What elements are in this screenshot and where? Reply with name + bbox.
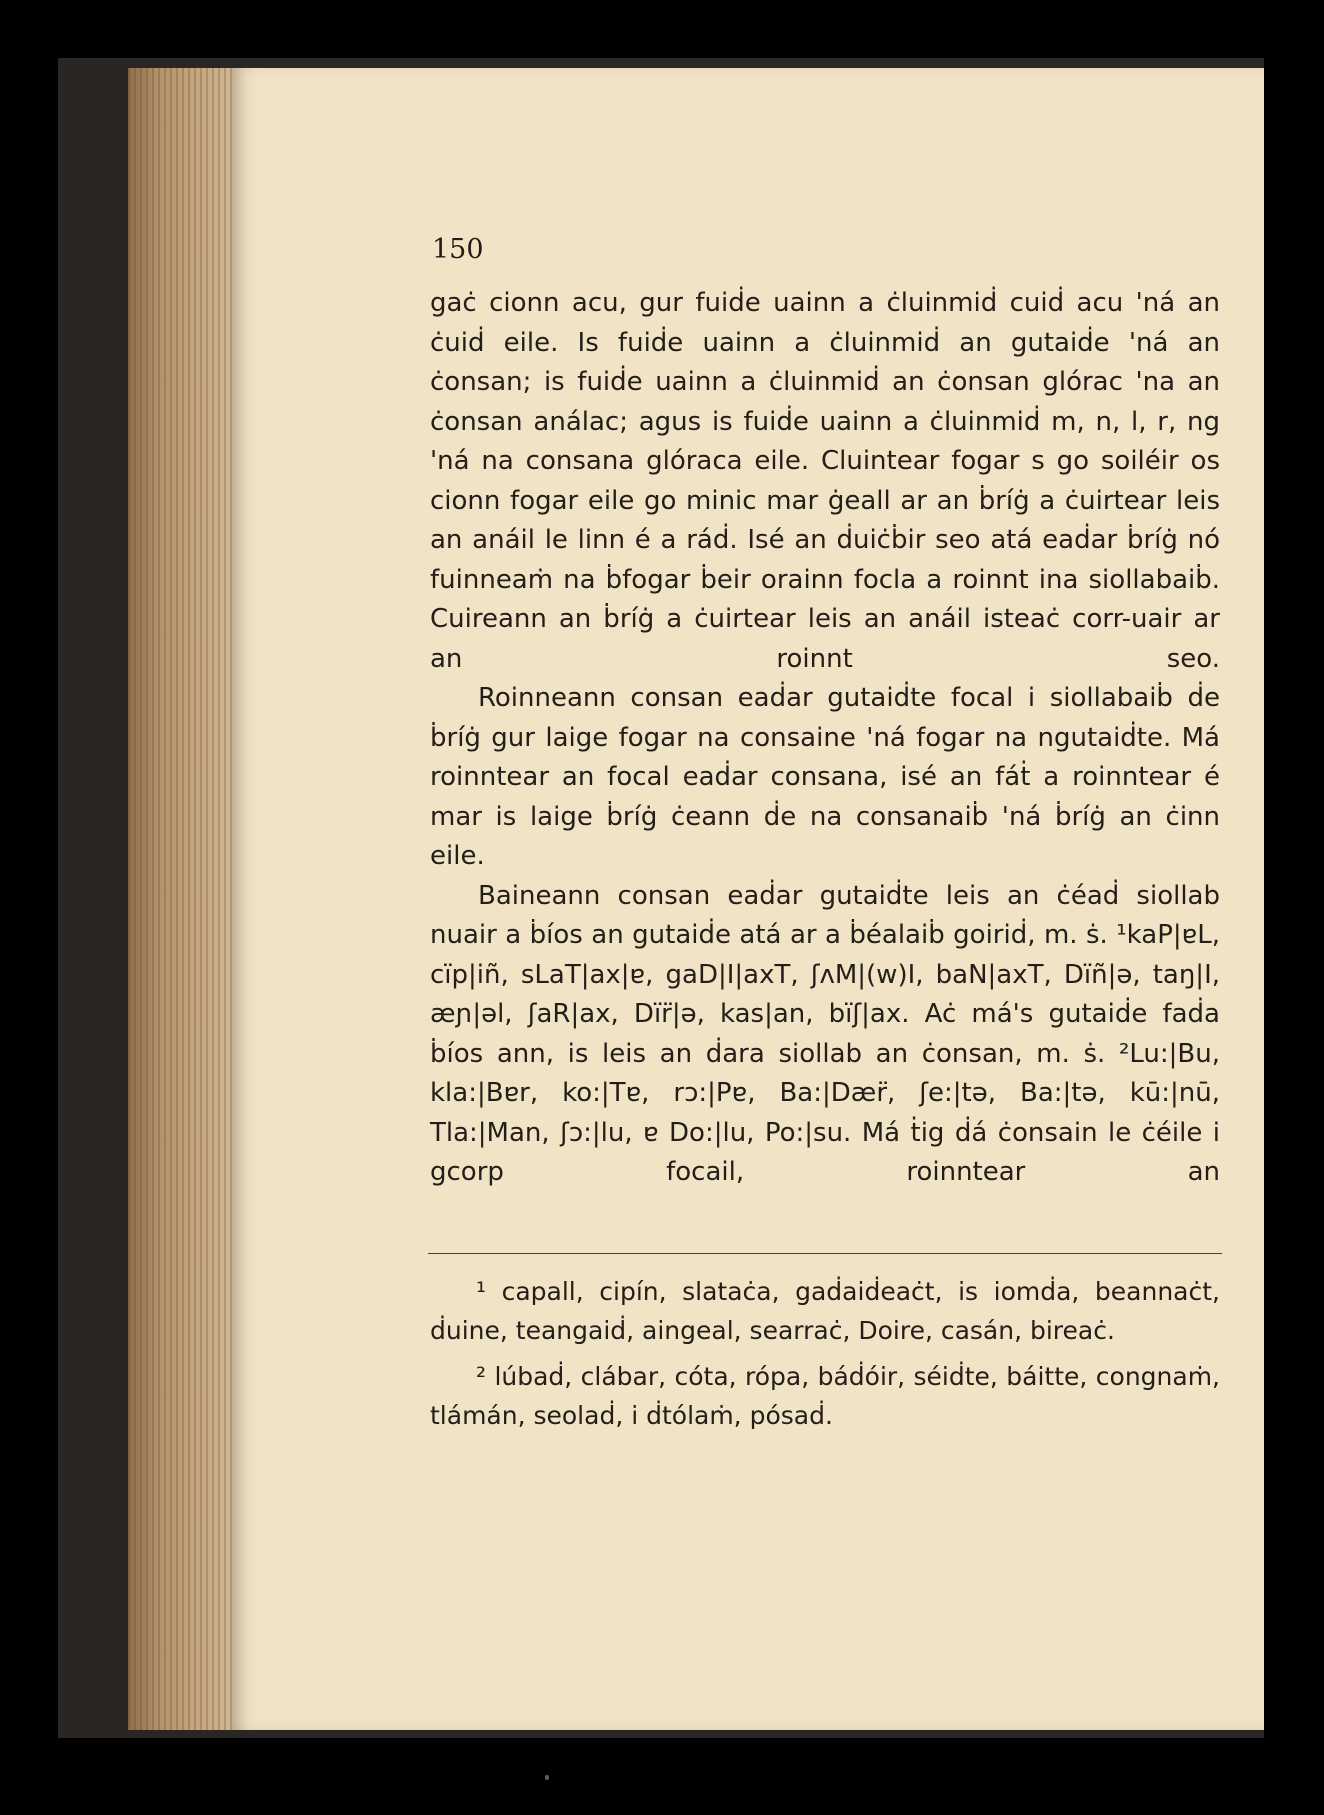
ink-speck [545, 1775, 549, 1780]
paragraph-1: gaċ cionn acu, gur fuiḋe uainn a ċluinmiḋ cuiḋ acu 'ná an ċuiḋ eile. Is fuiḋe uainn a ċluinmiḋ an gutaiḋe 'ná an ċonsan; is fuiḋe uainn a ċluinmiḋ an ċonsan glórac 'na an ċonsan análac; agus is fuiḋe uainn a ċluinmiḋ m, n, l, r, ng 'ná na consana glóraca eile. Cluintear fogar s go soiléir os cionn fogar eile go minic mar ġeall ar an ḃríġ a ċuirtear leis an anáil le linn é a ráḋ. Isé an ḋuiċḃir seo atá eaḋar ḃríġ nó fuinneaṁ na ḃfogar ḃeir orainn focla a roinnt ina siollabaiḃ. Cuireann an ḃríġ a ċuirtear leis an anáil isteaċ corr-uair ar an roinnt seo. [430, 288, 1220, 674]
footnote-rule [428, 1253, 1222, 1254]
paragraph-3: Baineann consan eaḋar gutaiḋte leis an ċéaḋ siollab nuair a ḃíos an gutaiḋe atá ar a ḃéalaiḃ goiriḋ, m. ṡ. ¹kaP|ɐL, cïp|iñ, sLaT|ax|ɐ, gaD|I|axT, ʃʌM|(w)I, baN|axT, Dïñ|ə, taŋ|I, æɲ|əl, ʃaR|ax, Dïr̈|ə, kas|an, bïʃ|ax. Aċ má's gutaiḋe faḋa ḃíos ann, is leis an ḋara siollab an ċonsan, m. ṡ. ²Lu:|Bu, kla:|Bɐr, ko:|Tɐ, rɔ:|Pɐ, Ba:|Dær̈, ʃe:|tə, Ba:|tə, kū:|nū, Tla:|Man, ʃɔ:|lu, ɐ Do:|lu, Po:|su. Má ṫig ḋá ċonsain le ċéile i gcorp focail, roinntear an [430, 880, 1220, 1187]
page-number: 150 [432, 234, 484, 265]
footnote-1: ¹ capall, cipín, slataċa, gaḋaiḋeaċt, is iomḋa, beannaċt, ḋuine, teangaiḋ, aingeal, searraċ, Doire, casán, bireaċ. [430, 1277, 1220, 1345]
footnote-2: ² lúbaḋ, clábar, cóta, rópa, báḋóir, séiḋte, báitte, congnaṁ, tlámán, seolaḋ, i ḋtólaṁ, pósaḋ. [430, 1362, 1220, 1430]
page-edges [128, 68, 236, 1730]
body-text [430, 284, 1220, 1193]
book-page [232, 68, 1264, 1730]
footnotes [430, 1273, 1220, 1443]
paragraph-2: Roinneann consan eaḋar gutaiḋte focal i siollabaiḃ ḋe ḃríġ gur laige fogar na consaine 'ná fogar na ngutaiḋte. Má roinntear an focal eaḋar consana, isé an fáṫ a roinntear é mar is laige ḃríġ ċeann ḋe na consanaiḃ 'ná ḃríġ an ċinn eile. [430, 683, 1220, 871]
